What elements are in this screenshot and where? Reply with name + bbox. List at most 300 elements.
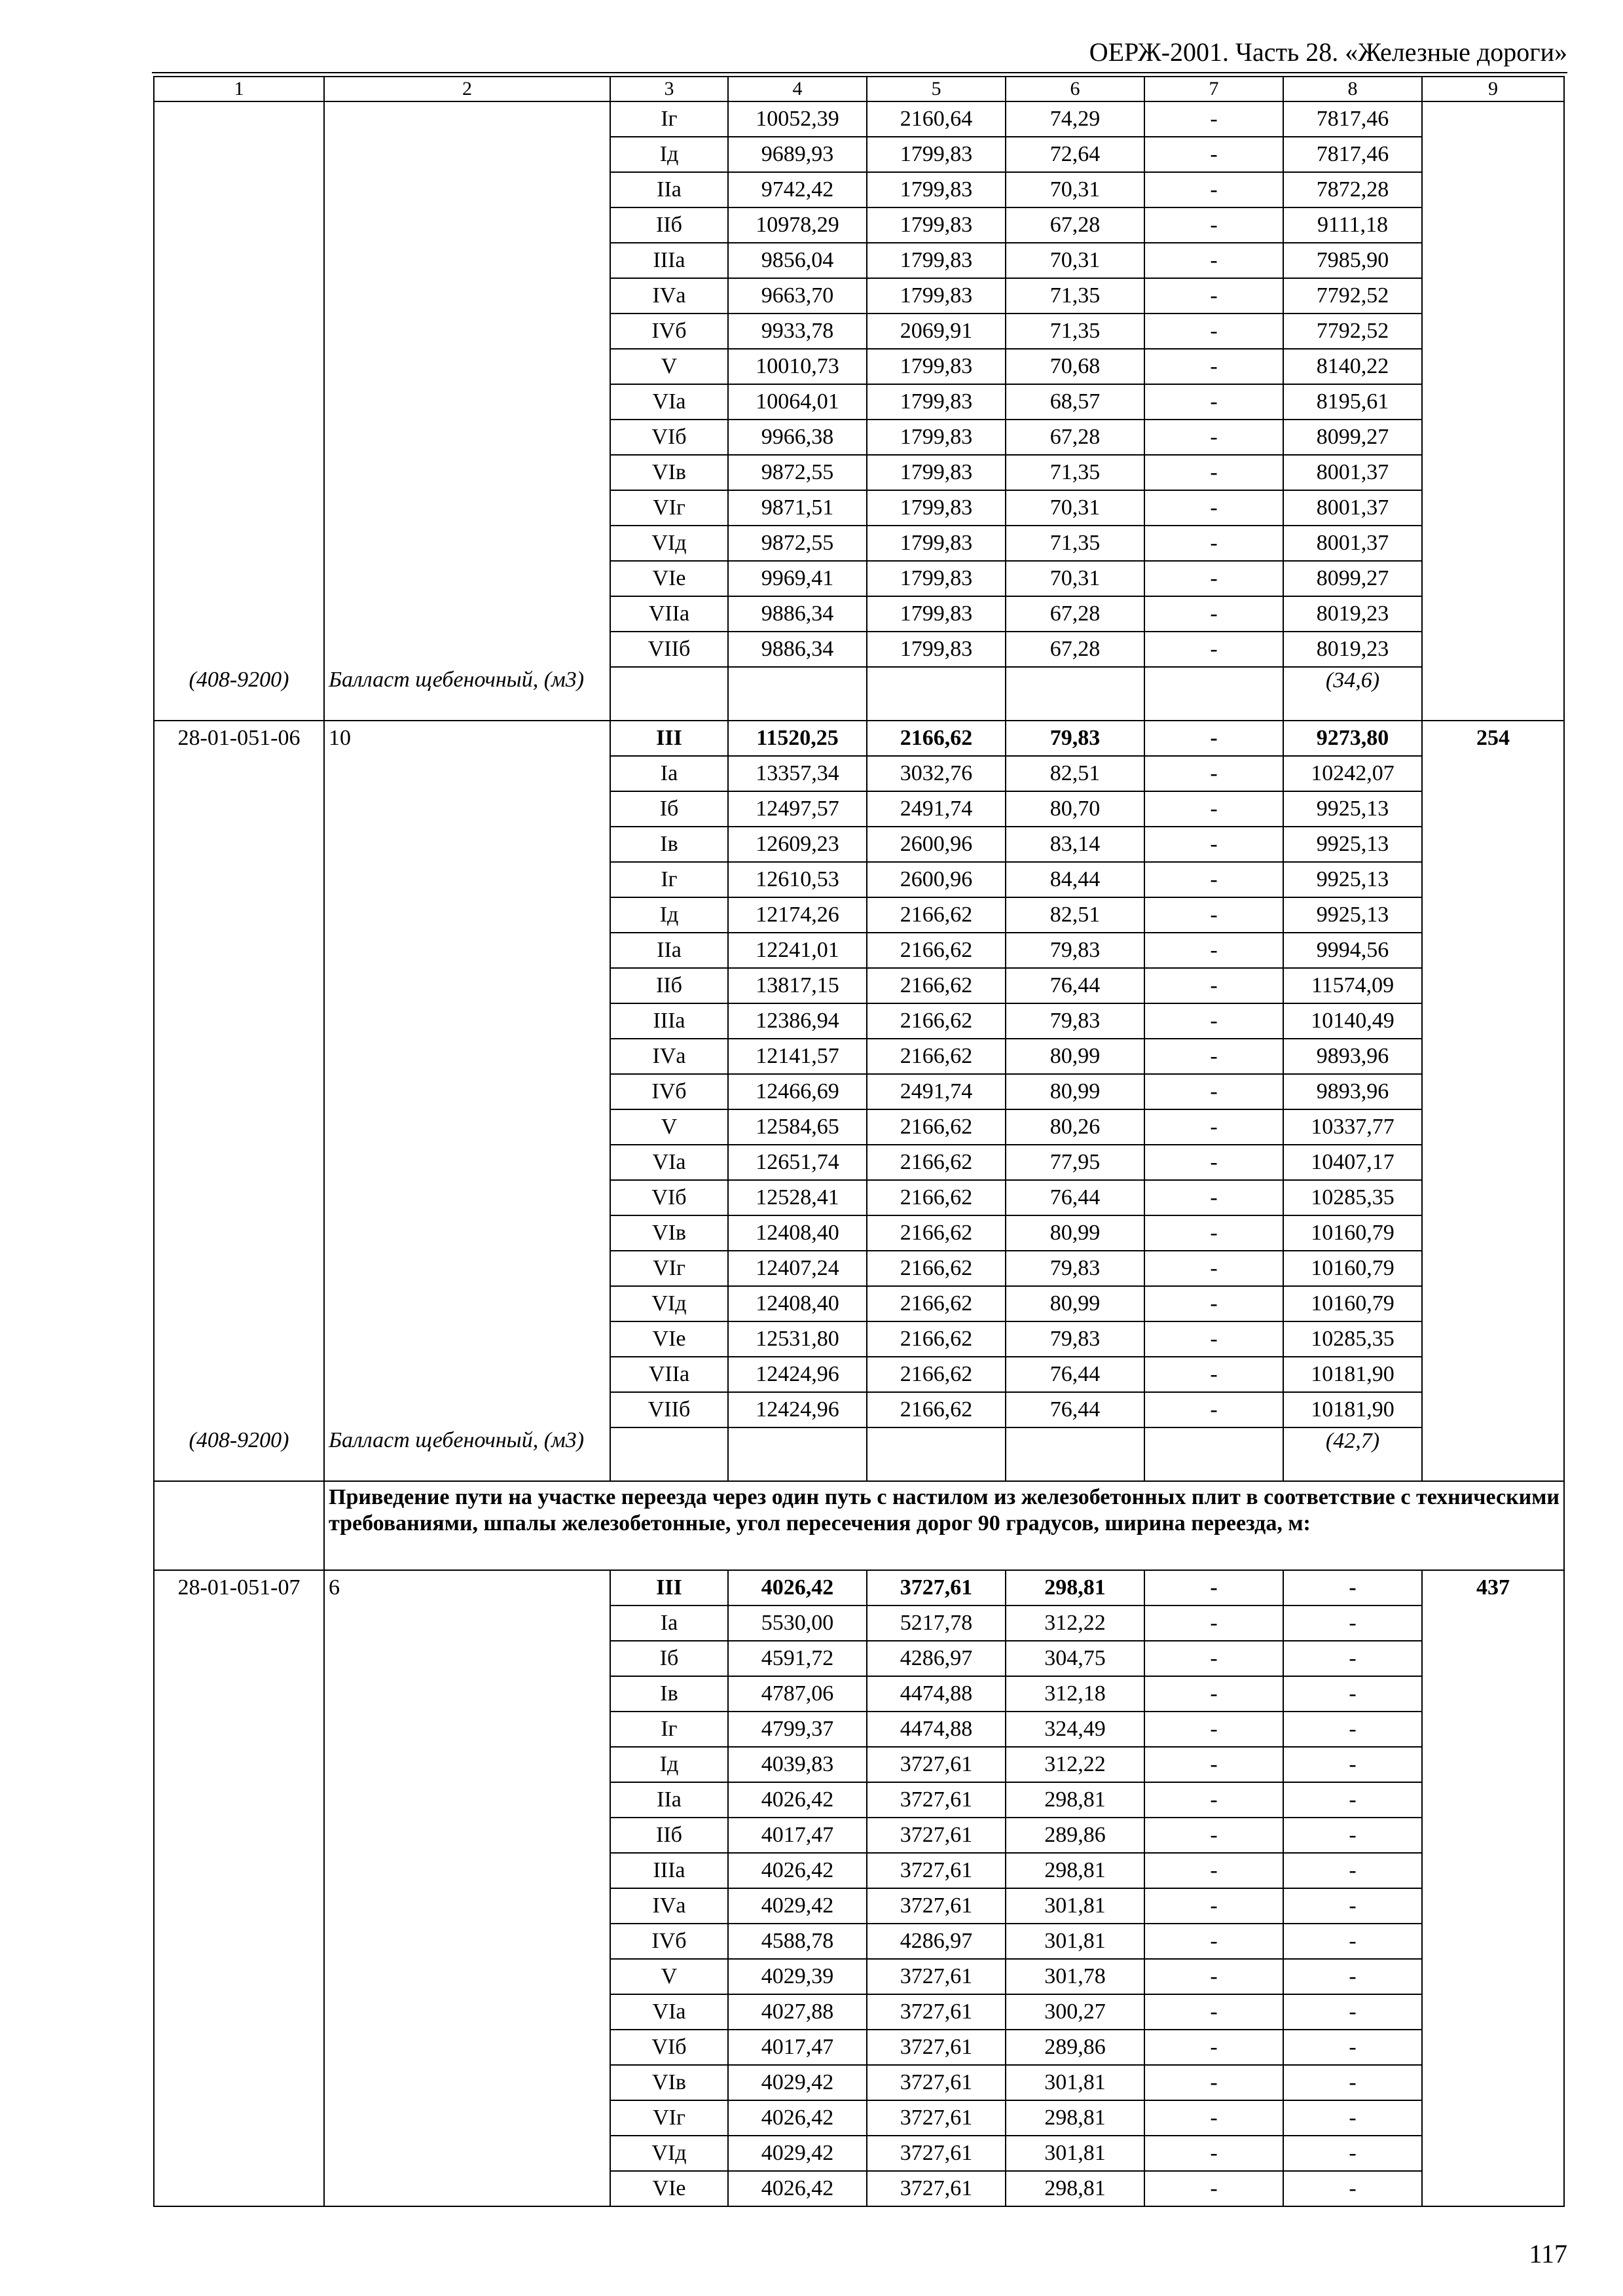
- table-row: [154, 1818, 1564, 1853]
- col9-cell-empty: [1422, 1180, 1564, 1215]
- value-cell: 70,31: [1006, 490, 1144, 526]
- header-rule: [152, 72, 1567, 73]
- value-cell: Iд: [610, 1747, 728, 1782]
- value-cell: 3727,61: [867, 1853, 1006, 1888]
- table-row: [154, 207, 1564, 243]
- value-cell: -: [1144, 1251, 1283, 1286]
- value-cell: 12528,41: [728, 1180, 867, 1215]
- table-row: [154, 314, 1564, 349]
- value-cell: 1799,83: [867, 207, 1006, 243]
- param-cell-empty: [324, 101, 610, 137]
- code-cell-empty: [154, 1924, 324, 1959]
- value-cell: 4588,78: [728, 1924, 867, 1959]
- value-cell: 2166,62: [867, 968, 1006, 1003]
- value-cell: -: [1144, 1321, 1283, 1357]
- value-cell: 3727,61: [867, 2171, 1006, 2206]
- value-cell: 8001,37: [1283, 490, 1422, 526]
- column-number-header: 5: [867, 77, 1006, 101]
- value-cell: -: [1144, 137, 1283, 172]
- value-cell: 79,83: [1006, 933, 1144, 968]
- column-number-header: 2: [324, 77, 610, 101]
- value-cell: Iа: [610, 756, 728, 791]
- section-title-row: [154, 1481, 1564, 1570]
- value-cell: 70,31: [1006, 243, 1144, 278]
- value-cell: -: [1144, 1605, 1283, 1641]
- value-cell: VIа: [610, 384, 728, 420]
- code-cell-empty: [154, 1357, 324, 1392]
- code-cell-empty: [154, 1074, 324, 1109]
- col9-cell-empty: [1422, 756, 1564, 791]
- value-cell: 9886,34: [728, 632, 867, 667]
- value-cell: -: [1283, 1924, 1422, 1959]
- table-row: [154, 791, 1564, 827]
- value-cell: 12408,40: [728, 1215, 867, 1251]
- value-cell: 5217,78: [867, 1605, 1006, 1641]
- value-cell: 11574,09: [1283, 968, 1422, 1003]
- value-cell: 79,83: [1006, 1251, 1144, 1286]
- value-cell: -: [1144, 101, 1283, 137]
- value-cell: 5530,00: [728, 1605, 867, 1641]
- value-cell: 2166,62: [867, 1180, 1006, 1215]
- value-cell: 1799,83: [867, 420, 1006, 455]
- value-cell: 12407,24: [728, 1251, 867, 1286]
- table-row: [154, 862, 1564, 897]
- table-row: [154, 278, 1564, 314]
- value-cell: 12531,80: [728, 1321, 867, 1357]
- value-cell: 4026,42: [728, 2100, 867, 2136]
- table-row: [154, 1251, 1564, 1286]
- param-cell-empty: [324, 1251, 610, 1286]
- param-cell-empty: [324, 2171, 610, 2206]
- value-cell: -: [1144, 791, 1283, 827]
- rate-param: 6: [324, 1570, 610, 1605]
- value-cell: -: [1144, 1747, 1283, 1782]
- code-cell-empty: [154, 490, 324, 526]
- col9-cell-empty: [1422, 1605, 1564, 1641]
- param-cell-empty: [324, 1853, 610, 1888]
- value-cell: 9893,96: [1283, 1074, 1422, 1109]
- value-cell: 10140,49: [1283, 1003, 1422, 1039]
- code-cell-empty: [154, 1959, 324, 1994]
- col9-cell-empty: [1422, 278, 1564, 314]
- resource-row: [154, 1427, 1564, 1481]
- col9-cell-empty: [1422, 2136, 1564, 2171]
- value-cell: 74,29: [1006, 101, 1144, 137]
- value-cell: -: [1144, 897, 1283, 933]
- value-cell: -: [1144, 968, 1283, 1003]
- value-cell-empty: [728, 667, 867, 721]
- value-cell: 300,27: [1006, 1994, 1144, 2030]
- value-cell: 4591,72: [728, 1641, 867, 1676]
- value-cell: 4474,88: [867, 1712, 1006, 1747]
- value-cell: -: [1283, 2136, 1422, 2171]
- value-cell: 10010,73: [728, 349, 867, 384]
- value-cell: IIIа: [610, 1853, 728, 1888]
- value-cell: 9689,93: [728, 137, 867, 172]
- value-cell: 76,44: [1006, 1392, 1144, 1427]
- value-cell: 1799,83: [867, 561, 1006, 596]
- value-cell: 1799,83: [867, 137, 1006, 172]
- code-cell-empty: [154, 2065, 324, 2100]
- col9-cell-empty: [1422, 1853, 1564, 1888]
- value-cell: 4026,42: [728, 2171, 867, 2206]
- table-row: [154, 1959, 1564, 1994]
- value-cell: 4029,39: [728, 1959, 867, 1994]
- code-cell-empty: [154, 1109, 324, 1145]
- param-cell-empty: [324, 1888, 610, 1924]
- col9-cell-empty: [1422, 526, 1564, 561]
- code-cell-empty: [154, 137, 324, 172]
- value-cell: -: [1283, 1888, 1422, 1924]
- value-cell: -: [1144, 1712, 1283, 1747]
- col9-cell-empty: [1422, 1712, 1564, 1747]
- value-cell: 2160,64: [867, 101, 1006, 137]
- value-cell: -: [1144, 455, 1283, 490]
- value-cell: V: [610, 1109, 728, 1145]
- param-cell-empty: [324, 862, 610, 897]
- param-cell-empty: [324, 1109, 610, 1145]
- value-cell: 76,44: [1006, 1180, 1144, 1215]
- value-cell: VIIб: [610, 632, 728, 667]
- value-cell: 10181,90: [1283, 1392, 1422, 1427]
- value-cell: 7792,52: [1283, 314, 1422, 349]
- param-cell-empty: [324, 596, 610, 632]
- col9-cell-empty: [1422, 933, 1564, 968]
- value-cell: 80,70: [1006, 791, 1144, 827]
- param-cell-empty: [324, 756, 610, 791]
- value-cell: 9925,13: [1283, 791, 1422, 827]
- value-cell: 2600,96: [867, 862, 1006, 897]
- value-cell: -: [1283, 1782, 1422, 1818]
- code-cell-empty: [154, 1605, 324, 1641]
- col9-cell-empty: [1422, 1215, 1564, 1251]
- value-cell: 8019,23: [1283, 596, 1422, 632]
- resource-qty: (34,6): [1283, 667, 1422, 721]
- param-cell-empty: [324, 968, 610, 1003]
- value-cell: Iг: [610, 862, 728, 897]
- code-cell-empty: [154, 1392, 324, 1427]
- value-cell: 10052,39: [728, 101, 867, 137]
- value-cell: IVа: [610, 278, 728, 314]
- table-row: [154, 1392, 1564, 1427]
- value-cell: 80,99: [1006, 1039, 1144, 1074]
- value-cell: 12424,96: [728, 1392, 867, 1427]
- code-cell-empty: [154, 172, 324, 207]
- code-cell-empty: [154, 1251, 324, 1286]
- param-cell-empty: [324, 791, 610, 827]
- value-cell: 4286,97: [867, 1641, 1006, 1676]
- code-cell-empty: [154, 1818, 324, 1853]
- param-cell-empty: [324, 526, 610, 561]
- column-number-row: [154, 77, 1564, 101]
- value-cell: 12610,53: [728, 862, 867, 897]
- code-cell-empty: [154, 1003, 324, 1039]
- value-cell: 1799,83: [867, 349, 1006, 384]
- value-cell: 9856,04: [728, 243, 867, 278]
- value-cell: 3727,61: [867, 1570, 1006, 1605]
- column-number-header: 7: [1144, 77, 1283, 101]
- table-row: [154, 137, 1564, 172]
- value-cell: 1799,83: [867, 455, 1006, 490]
- value-cell: Iв: [610, 827, 728, 862]
- code-cell-empty: [154, 420, 324, 455]
- value-cell: 7817,46: [1283, 101, 1422, 137]
- value-cell: 301,81: [1006, 1924, 1144, 1959]
- table-row: [154, 243, 1564, 278]
- table-body: [154, 77, 1564, 2206]
- value-cell: 76,44: [1006, 1357, 1144, 1392]
- value-cell: 8195,61: [1283, 384, 1422, 420]
- column-number-header: 9: [1422, 77, 1564, 101]
- value-cell: VIIб: [610, 1392, 728, 1427]
- param-cell-empty: [324, 137, 610, 172]
- value-cell: 10285,35: [1283, 1180, 1422, 1215]
- value-cell: 12408,40: [728, 1286, 867, 1321]
- resource-code: (408-9200): [154, 667, 324, 721]
- table-row: [154, 1712, 1564, 1747]
- param-cell-empty: [324, 1959, 610, 1994]
- value-cell: 3727,61: [867, 1959, 1006, 1994]
- code-cell-empty: [154, 278, 324, 314]
- table-row: [154, 1782, 1564, 1818]
- col9-cell-empty: [1422, 791, 1564, 827]
- column-number-header: 6: [1006, 77, 1144, 101]
- resource-row: [154, 667, 1564, 721]
- value-cell: 9111,18: [1283, 207, 1422, 243]
- value-cell: -: [1283, 2100, 1422, 2136]
- table-row-main: [154, 1570, 1564, 1605]
- page-number: 117: [1529, 2239, 1567, 2269]
- value-cell: 79,83: [1006, 1321, 1144, 1357]
- value-cell: Iд: [610, 137, 728, 172]
- value-cell: 2166,62: [867, 1357, 1006, 1392]
- value-cell: -: [1144, 632, 1283, 667]
- column-number-header: 8: [1283, 77, 1422, 101]
- value-cell: -: [1144, 384, 1283, 420]
- value-cell: 298,81: [1006, 1570, 1144, 1605]
- value-cell: 12386,94: [728, 1003, 867, 1039]
- value-cell: 80,99: [1006, 1074, 1144, 1109]
- value-cell: 3727,61: [867, 1994, 1006, 2030]
- table-row: [154, 2065, 1564, 2100]
- value-cell: VIг: [610, 1251, 728, 1286]
- param-cell-empty: [324, 2030, 610, 2065]
- param-cell-empty: [324, 1003, 610, 1039]
- code-cell-empty: [154, 384, 324, 420]
- value-cell: 12466,69: [728, 1074, 867, 1109]
- value-cell: -: [1144, 1039, 1283, 1074]
- col9-cell-empty: [1422, 1782, 1564, 1818]
- value-cell: -: [1144, 1180, 1283, 1215]
- table-row: [154, 827, 1564, 862]
- value-cell: 7792,52: [1283, 278, 1422, 314]
- code-cell-empty: [154, 455, 324, 490]
- param-cell-empty: [324, 490, 610, 526]
- value-cell: -: [1283, 1570, 1422, 1605]
- value-cell: -: [1144, 1853, 1283, 1888]
- col9-cell-empty: [1422, 384, 1564, 420]
- value-cell: -: [1144, 1959, 1283, 1994]
- col9-cell-empty: [1422, 1109, 1564, 1145]
- param-cell-empty: [324, 827, 610, 862]
- value-cell: 83,14: [1006, 827, 1144, 862]
- table-row: [154, 349, 1564, 384]
- rates-table: [153, 76, 1565, 2207]
- value-cell: 71,35: [1006, 314, 1144, 349]
- value-cell: Iб: [610, 1641, 728, 1676]
- value-cell: 9663,70: [728, 278, 867, 314]
- param-cell-empty: [324, 933, 610, 968]
- param-cell-empty: [324, 1074, 610, 1109]
- value-cell: -: [1144, 933, 1283, 968]
- table-row: [154, 172, 1564, 207]
- value-cell: -: [1144, 1074, 1283, 1109]
- value-cell: -: [1144, 596, 1283, 632]
- code-cell-empty: [154, 632, 324, 667]
- value-cell: 304,75: [1006, 1641, 1144, 1676]
- value-cell: 8099,27: [1283, 420, 1422, 455]
- code-cell-empty: [154, 243, 324, 278]
- param-cell-empty: [324, 1676, 610, 1712]
- col9-cell-empty: [1422, 1427, 1564, 1481]
- value-cell: 3727,61: [867, 2136, 1006, 2171]
- value-cell: IIа: [610, 933, 728, 968]
- param-cell-empty: [324, 243, 610, 278]
- value-cell: -: [1144, 207, 1283, 243]
- value-cell: 3032,76: [867, 756, 1006, 791]
- value-cell: 4026,42: [728, 1570, 867, 1605]
- value-cell: IIа: [610, 172, 728, 207]
- value-cell: 11520,25: [728, 721, 867, 756]
- code-cell-empty: [154, 1286, 324, 1321]
- table-row: [154, 2100, 1564, 2136]
- col9-cell-empty: [1422, 243, 1564, 278]
- param-cell-empty: [324, 897, 610, 933]
- value-cell: 70,31: [1006, 172, 1144, 207]
- table-row: [154, 1074, 1564, 1109]
- value-cell: 10337,77: [1283, 1109, 1422, 1145]
- col9-cell-empty: [1422, 1003, 1564, 1039]
- value-cell: 12141,57: [728, 1039, 867, 1074]
- value-cell: -: [1144, 721, 1283, 756]
- table-row: [154, 1215, 1564, 1251]
- value-cell: 12241,01: [728, 933, 867, 968]
- value-cell: 4029,42: [728, 1888, 867, 1924]
- code-cell-empty: [154, 862, 324, 897]
- value-cell: -: [1283, 1818, 1422, 1853]
- value-cell: -: [1144, 314, 1283, 349]
- value-cell: VIб: [610, 420, 728, 455]
- table-row: [154, 384, 1564, 420]
- value-cell: 2166,62: [867, 1039, 1006, 1074]
- value-cell: 312,18: [1006, 1676, 1144, 1712]
- col9-cell-empty: [1422, 1074, 1564, 1109]
- value-cell: 9742,42: [728, 172, 867, 207]
- param-cell-empty: [324, 384, 610, 420]
- code-cell-empty: [154, 1712, 324, 1747]
- value-cell: -: [1144, 349, 1283, 384]
- value-cell: 3727,61: [867, 2065, 1006, 2100]
- value-cell: 3727,61: [867, 1747, 1006, 1782]
- value-cell: 80,99: [1006, 1286, 1144, 1321]
- value-cell: -: [1144, 1570, 1283, 1605]
- col9-cell-empty: [1422, 1994, 1564, 2030]
- value-cell: 301,78: [1006, 1959, 1144, 1994]
- table-row: [154, 933, 1564, 968]
- param-cell-empty: [324, 1215, 610, 1251]
- col9-cell-empty: [1422, 897, 1564, 933]
- value-cell: 10064,01: [728, 384, 867, 420]
- param-cell-empty: [324, 632, 610, 667]
- value-cell: 2069,91: [867, 314, 1006, 349]
- value-cell: -: [1144, 420, 1283, 455]
- param-cell-empty: [324, 1641, 610, 1676]
- value-cell: 8019,23: [1283, 632, 1422, 667]
- table-row: [154, 1888, 1564, 1924]
- value-cell: 9886,34: [728, 596, 867, 632]
- code-cell-empty: [154, 897, 324, 933]
- col9-cell-empty: [1422, 420, 1564, 455]
- param-cell-empty: [324, 561, 610, 596]
- value-cell: -: [1144, 278, 1283, 314]
- value-cell: VIа: [610, 1994, 728, 2030]
- value-cell: 312,22: [1006, 1747, 1144, 1782]
- value-cell: -: [1283, 1641, 1422, 1676]
- value-cell: -: [1144, 1676, 1283, 1712]
- col9-cell-empty: [1422, 101, 1564, 137]
- value-cell: -: [1144, 1109, 1283, 1145]
- value-cell: 82,51: [1006, 897, 1144, 933]
- param-cell-empty: [324, 2100, 610, 2136]
- value-cell: 301,81: [1006, 2136, 1144, 2171]
- code-cell-empty: [154, 791, 324, 827]
- value-cell: 3727,61: [867, 1782, 1006, 1818]
- value-cell: 4474,88: [867, 1676, 1006, 1712]
- value-cell: 10407,17: [1283, 1145, 1422, 1180]
- value-cell: III: [610, 1570, 728, 1605]
- code-cell-empty: [154, 933, 324, 968]
- value-cell: Iд: [610, 897, 728, 933]
- value-cell: -: [1144, 1994, 1283, 2030]
- param-cell-empty: [324, 1180, 610, 1215]
- value-cell: 76,44: [1006, 968, 1144, 1003]
- col9-cell-empty: [1422, 137, 1564, 172]
- value-cell: 2600,96: [867, 827, 1006, 862]
- value-cell-empty: [867, 1427, 1006, 1481]
- param-cell-empty: [324, 420, 610, 455]
- code-cell-empty: [154, 2136, 324, 2171]
- table-row: [154, 1605, 1564, 1641]
- value-cell: 4799,37: [728, 1712, 867, 1747]
- table-row: [154, 1039, 1564, 1074]
- value-cell: VIа: [610, 1145, 728, 1180]
- table-row: [154, 1286, 1564, 1321]
- rate-param: 10: [324, 721, 610, 756]
- column-number-header: 1: [154, 77, 324, 101]
- value-cell-empty: [1144, 1427, 1283, 1481]
- value-cell: VIIа: [610, 1357, 728, 1392]
- value-cell: 2166,62: [867, 1321, 1006, 1357]
- code-cell-empty: [154, 1321, 324, 1357]
- value-cell: -: [1283, 2171, 1422, 2206]
- value-cell: -: [1144, 2065, 1283, 2100]
- col9-cell-empty: [1422, 1959, 1564, 1994]
- value-cell: IVб: [610, 1074, 728, 1109]
- code-cell-empty: [154, 1994, 324, 2030]
- value-cell: 9933,78: [728, 314, 867, 349]
- value-cell: 67,28: [1006, 420, 1144, 455]
- col9-cell-empty: [1422, 1145, 1564, 1180]
